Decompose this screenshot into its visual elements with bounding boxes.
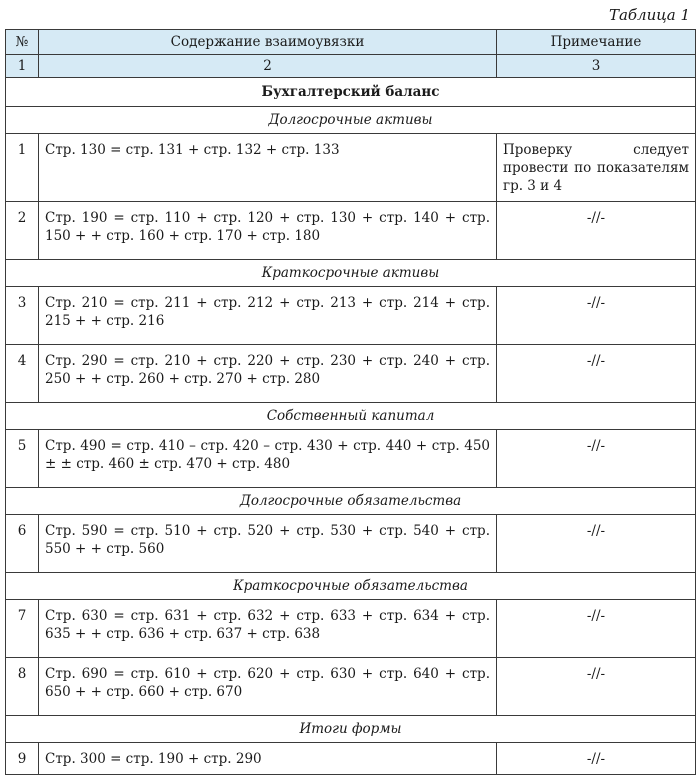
row-formula: Стр. 210 = стр. 211 + стр. 212 + стр. 213 + стр. 214 + стр. 215 + + стр. 216 <box>39 287 497 345</box>
section-short-term-liabilities: Краткосрочные обязательства <box>6 573 696 600</box>
table-row <box>6 202 696 260</box>
row-number: 1 <box>6 134 39 202</box>
section-row <box>6 403 696 430</box>
column-number-3: 3 <box>497 55 696 78</box>
table-row <box>6 430 696 488</box>
row-note: -//- <box>497 345 696 403</box>
row-number: 2 <box>6 202 39 260</box>
section-long-term-assets: Долгосрочные активы <box>6 107 696 134</box>
column-number-row <box>6 55 696 78</box>
section-row <box>6 488 696 515</box>
row-formula: Стр. 300 = стр. 190 + стр. 290 <box>39 743 497 775</box>
table-row <box>6 658 696 716</box>
row-number: 5 <box>6 430 39 488</box>
header-row <box>6 30 696 55</box>
row-number: 9 <box>6 743 39 775</box>
row-note: -//- <box>497 287 696 345</box>
row-formula: Стр. 290 = стр. 210 + стр. 220 + стр. 230 + стр. 240 + стр. 250 + + стр. 260 + стр. 270 + стр. 280 <box>39 345 497 403</box>
table-title: Бухгалтерский баланс <box>6 78 696 107</box>
header-note: Примечание <box>497 30 696 55</box>
column-number-2: 2 <box>39 55 497 78</box>
balance-check-table <box>5 29 696 775</box>
section-equity: Собственный капитал <box>6 403 696 430</box>
row-formula: Стр. 690 = стр. 610 + стр. 620 + стр. 630 + стр. 640 + стр. 650 + + стр. 660 + стр. 670 <box>39 658 497 716</box>
row-number: 4 <box>6 345 39 403</box>
header-num: № <box>6 30 39 55</box>
column-number-1: 1 <box>6 55 39 78</box>
row-note: -//- <box>497 600 696 658</box>
row-formula: Стр. 590 = стр. 510 + стр. 520 + стр. 530 + стр. 540 + стр. 550 + + стр. 560 <box>39 515 497 573</box>
table-row <box>6 345 696 403</box>
table-caption: Таблица 1 <box>608 6 690 24</box>
table-row <box>6 515 696 573</box>
row-formula: Стр. 490 = стр. 410 – стр. 420 – стр. 430 + стр. 440 + стр. 450 ± ± стр. 460 ± стр. 470 + стр. 480 <box>39 430 497 488</box>
section-form-totals: Итоги формы <box>6 716 696 743</box>
section-row <box>6 107 696 134</box>
row-formula: Стр. 190 = стр. 110 + стр. 120 + стр. 130 + стр. 140 + стр. 150 + + стр. 160 + стр. 170 + стр. 180 <box>39 202 497 260</box>
table-row <box>6 743 696 775</box>
section-row <box>6 260 696 287</box>
row-note: -//- <box>497 430 696 488</box>
section-long-term-liabilities: Долгосрочные обязательства <box>6 488 696 515</box>
header-content: Содержание взаимоувязки <box>39 30 497 55</box>
row-number: 6 <box>6 515 39 573</box>
row-number: 7 <box>6 600 39 658</box>
section-short-term-assets: Краткосрочные активы <box>6 260 696 287</box>
row-note: -//- <box>497 658 696 716</box>
row-note: Проверку следует провести по показателям гр. 3 и 4 <box>497 134 696 202</box>
table-row <box>6 287 696 345</box>
row-formula: Стр. 130 = стр. 131 + стр. 132 + стр. 133 <box>39 134 497 202</box>
section-row <box>6 573 696 600</box>
row-note: -//- <box>497 202 696 260</box>
row-number: 8 <box>6 658 39 716</box>
table-row <box>6 134 696 202</box>
section-row <box>6 716 696 743</box>
title-row <box>6 78 696 107</box>
row-formula: Стр. 630 = стр. 631 + стр. 632 + стр. 633 + стр. 634 + стр. 635 + + стр. 636 + стр. 637 + стр. 638 <box>39 600 497 658</box>
row-note: -//- <box>497 743 696 775</box>
row-number: 3 <box>6 287 39 345</box>
row-note: -//- <box>497 515 696 573</box>
